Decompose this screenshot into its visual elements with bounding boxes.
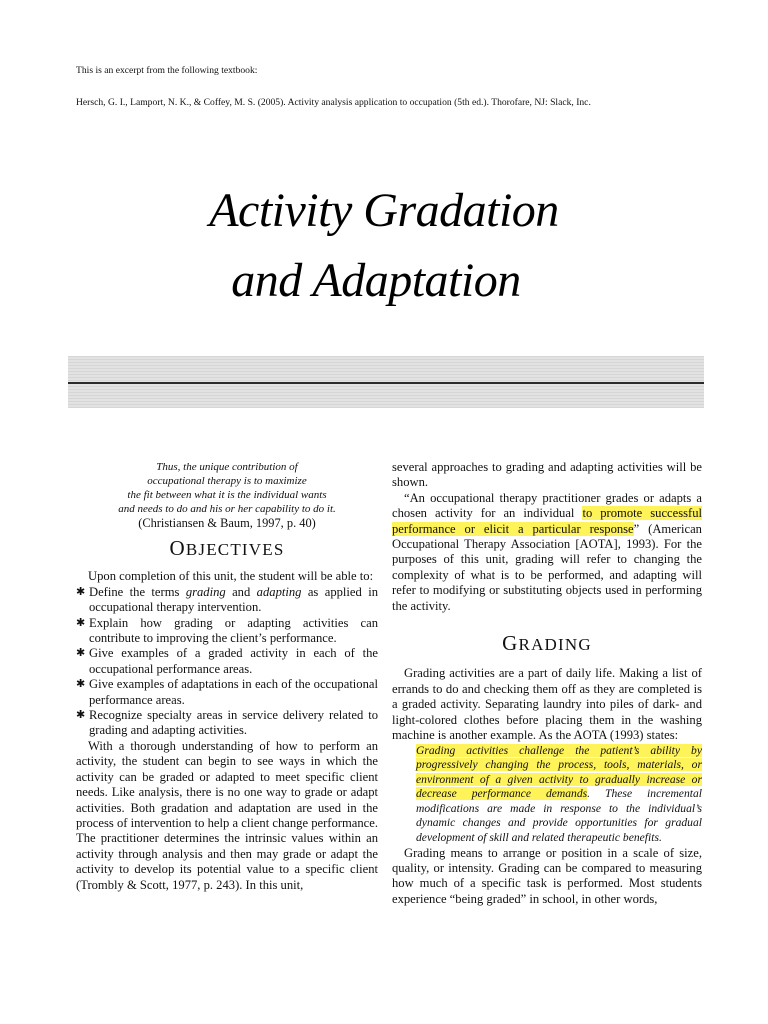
- band-rule: [68, 382, 704, 384]
- asterisk-icon: ✱: [76, 616, 86, 629]
- asterisk-icon: ✱: [76, 709, 86, 722]
- asterisk-icon: ✱: [76, 585, 86, 598]
- source-note: This is an excerpt from the following textbook:: [76, 65, 258, 76]
- list-item: ✱ Give examples of a graded activity in each of the occupational performance areas.: [76, 646, 378, 676]
- body-paragraph: Grading activities are a part of daily life. Making a list of errands to do and checking them off as they are completed is a graded activity. Separating laundry into piles of dark- and light-colored clothes before placing them in the washing machine is another example. As the AOTA (1993) states:: [392, 666, 702, 743]
- grading-heading: GRADING: [502, 631, 592, 656]
- citation-line: Hersch, G. I., Lamport, N. K., & Coffey, M. S. (2005). Activity analysis application to occupation (5th ed.). Thorofare, NJ: Slack, Inc.: [76, 97, 591, 108]
- epigraph-line: the fit between what it is the individual wants: [127, 489, 327, 501]
- highlighted-text: to promote successful performance or elicit a particular response: [392, 506, 703, 536]
- objectives-list: [76, 585, 378, 739]
- asterisk-icon: ✱: [76, 647, 86, 660]
- list-item: ✱ Define the terms grading and adapting as applied in occupational therapy intervention.: [76, 584, 378, 615]
- objectives-heading: OBJECTIVES: [169, 536, 285, 560]
- body-paragraph: several approaches to grading and adapting activities will be shown.: [392, 460, 702, 490]
- epigraph-line: Thus, the unique contribution of: [156, 461, 298, 473]
- title-line-1: Activity Gradation: [209, 184, 559, 237]
- body-paragraph: Grading means to arrange or position in a scale of size, quality, or intensity. Grading can be compared to measuring how much of a specific task is performed. Most students experience “being graded” in school, in other words,: [392, 845, 702, 906]
- left-column: [76, 460, 378, 893]
- body-paragraph: With a thorough understanding of how to perform an activity, the student can begin to see ways in which the activity can be graded or adapted to meet specific client needs. Like analysis, there is no one way to grade or adapt activities. Both gradation and adaptation are used in the process of intervention to help a client change performance. The practitioner determines the intrinsic values within an activity through analysis and then may grade or adapt the activity to develop its potential value to a specific client (Trombly & Scott, 1977, p. 243). In this unit,: [76, 738, 378, 892]
- title-line-2: and Adaptation: [231, 254, 521, 307]
- list-item: ✱ Recognize specialty areas in service delivery related to grading and adapting activities.: [76, 708, 378, 738]
- epigraph-line: occupational therapy is to maximize: [147, 475, 307, 487]
- list-item: ✱ Explain how grading or adapting activities can contribute to improving the client’s performance.: [76, 615, 378, 646]
- block-quote: Grading activities challenge the patient’s ability by progressively changing the process, tools, materials, or environment of a given activity to gradually increase or decrease performance demands. These incremental modifications are made in response to the individual’s dynamic changes and provide opportunities for gradual development of skill and related therapeutic benefits.: [416, 743, 702, 845]
- objectives-lead: Upon completion of this unit, the student will be able to:: [88, 569, 374, 584]
- right-column: [392, 460, 702, 907]
- epigraph-citation: (Christiansen & Baum, 1997, p. 40): [138, 516, 316, 530]
- highlighted-text: Grading activities challenge the patient’s ability by progressively changing the process, tools, materials, or environment of a given activity to gradually increase or decrease performance demands: [416, 743, 702, 801]
- body-paragraph: “An occupational therapy practitioner grades or adapts a chosen activity for an individual to promote successful performance or elicit a particular response” (American Occupational Therapy Association [AOTA], 1993). For the purposes of this unit, grading will refer to changing the complexity of what is to be performed, and adapting will refer to modifying or substituting objects used in performing the activity.: [392, 490, 703, 613]
- decorative-band: [68, 356, 704, 408]
- asterisk-icon: ✱: [76, 678, 86, 691]
- list-item: ✱ Give examples of adaptations in each of the occupational performance areas.: [76, 677, 378, 707]
- epigraph-line: and needs to do and his or her capability to do it.: [118, 503, 336, 515]
- epigraph: [76, 460, 378, 530]
